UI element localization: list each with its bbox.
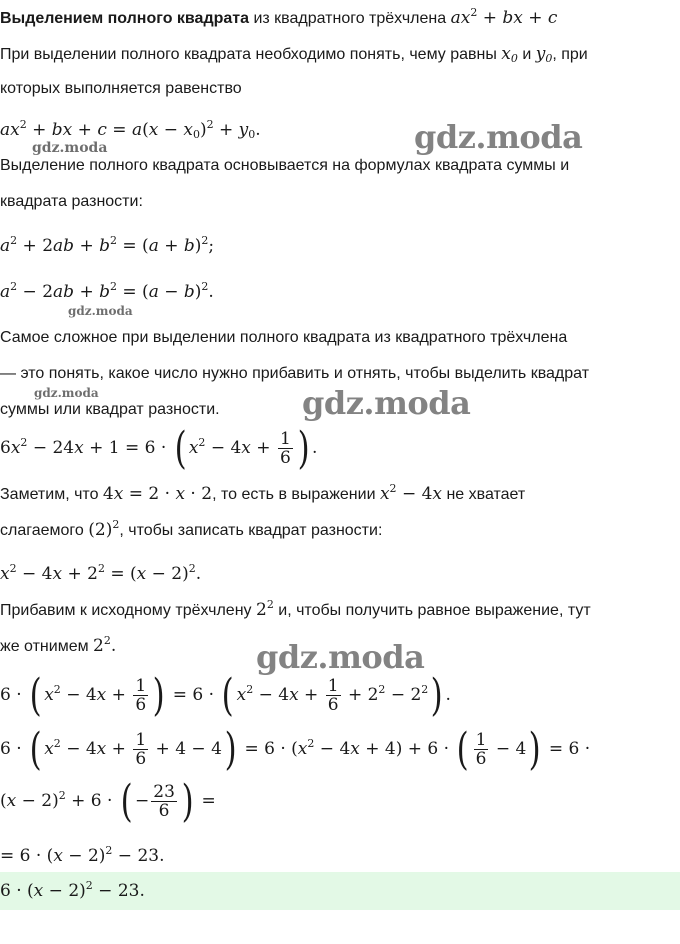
intro-line [0, 8, 557, 29]
formula-x2-4x: $x^2 - 4x$ [379, 482, 443, 504]
p1-line1 [0, 44, 588, 65]
p1-line2: которых выполняется равенство [0, 80, 242, 97]
p5-line1 [0, 600, 591, 621]
derivation-step-3: $(x - 2)^2 + 6$ · ( − $\frac{23}{6}$ ) = [0, 775, 216, 827]
formula-diff-square: $a^2 - 2ab + b^2 = (a - b)^2$. [0, 280, 214, 302]
watermark-big: gdz.moda [414, 118, 583, 156]
derivation-step-1: 6 · ( $x^2 - 4x$ + $\frac{1}{6}$ ) = 6 · ( $x^2 - 4x$ + $\frac{1}{6}$ + $2^2 - 2^2$) . [0, 669, 451, 721]
p4-line1 [0, 484, 525, 505]
formula-2-squared: $(2)^2$ [88, 518, 120, 540]
p5-line2 [0, 636, 116, 657]
p1-text-b: и [517, 46, 536, 63]
formula-vertex-form: $ax^2$ + bx + $c = a(x - x_0)^2 + y_0$. [0, 118, 261, 141]
formula-2-squared: $2^2$. [93, 634, 117, 656]
p4-text-b: , то есть в выражении [212, 486, 380, 503]
derivation-step-2: 6 · ( $x^2 - 4x$ + $\frac{1}{6}$ + $4 - 4) = 6 \cdot (x^2 - 4x + 4) + 6$ · ( $\frac{1}{6}$ − 4) = 6 · [0, 723, 591, 775]
intro-text: из квадратного трёхчлена [249, 10, 451, 27]
p1-text-c: , при [552, 46, 588, 63]
formula-2-squared: $2^2$ [255, 598, 274, 620]
watermark-big: gdz.moda [302, 384, 471, 422]
p2-line2: квадрата разности: [0, 193, 143, 210]
formula-trinomial: $ax^2$ + bx + c [450, 6, 558, 28]
p4-text-a: Заметим, что [0, 486, 103, 503]
derivation-step-4: = $6 \cdot (x - 2)^2 - 23$. [0, 844, 165, 866]
p2-line1: Выделение полного квадрата основывается на формулах квадрата суммы и [0, 157, 570, 174]
answer-formula: $6 \cdot (x - 2)^2 - 23$. [0, 879, 145, 901]
formula-complete-square: $x^2 - 4x + 2^2 = (x - 2)^2$. [0, 562, 202, 584]
watermark-big: gdz.moda [256, 638, 425, 676]
p5-text-a: Прибавим к исходному трёхчлену [0, 602, 256, 619]
watermark-small: gdz.moda [68, 304, 133, 318]
formula-4x: 4x = 2 · x · 2 [102, 484, 213, 504]
var-y0: $y_0$ [535, 44, 553, 65]
p4-text-c: не хватает [442, 486, 526, 503]
p4-text-e: , чтобы записать квадрат разности: [119, 522, 383, 539]
p5-text-b: и, чтобы получить равное выражение, тут [273, 602, 591, 619]
p4-line2 [0, 520, 382, 541]
p3-line2: — это понять, какое число нужно прибавить и отнять, чтобы выделить квадрат [0, 365, 590, 382]
p3-line1: Самое сложное при выделении полного квадрата из квадратного трёхчлена [0, 329, 568, 346]
watermark-small: gdz.moda [32, 140, 108, 156]
var-x0: $x_0$ [501, 44, 518, 65]
p1-text-a: При выделении полного квадрата необходимо понять, чему равны [0, 46, 502, 63]
p3-line3: суммы или квадрат разности. [0, 401, 220, 418]
p4-text-d: слагаемого [0, 522, 89, 539]
watermark-small: gdz.moda [34, 386, 99, 400]
intro-bold: Выделением полного квадрата [0, 10, 249, 27]
formula-sum-square: $a^2 + 2ab + b^2 = (a + b)^2$; [0, 234, 215, 256]
formula-factor-6: $6x^2 - 24x + 1 = 6$ · ( $x^2 - 4x$ + $\frac{1}{6}$ ) . [0, 422, 318, 474]
p5-text-c: же отнимем [0, 638, 94, 655]
